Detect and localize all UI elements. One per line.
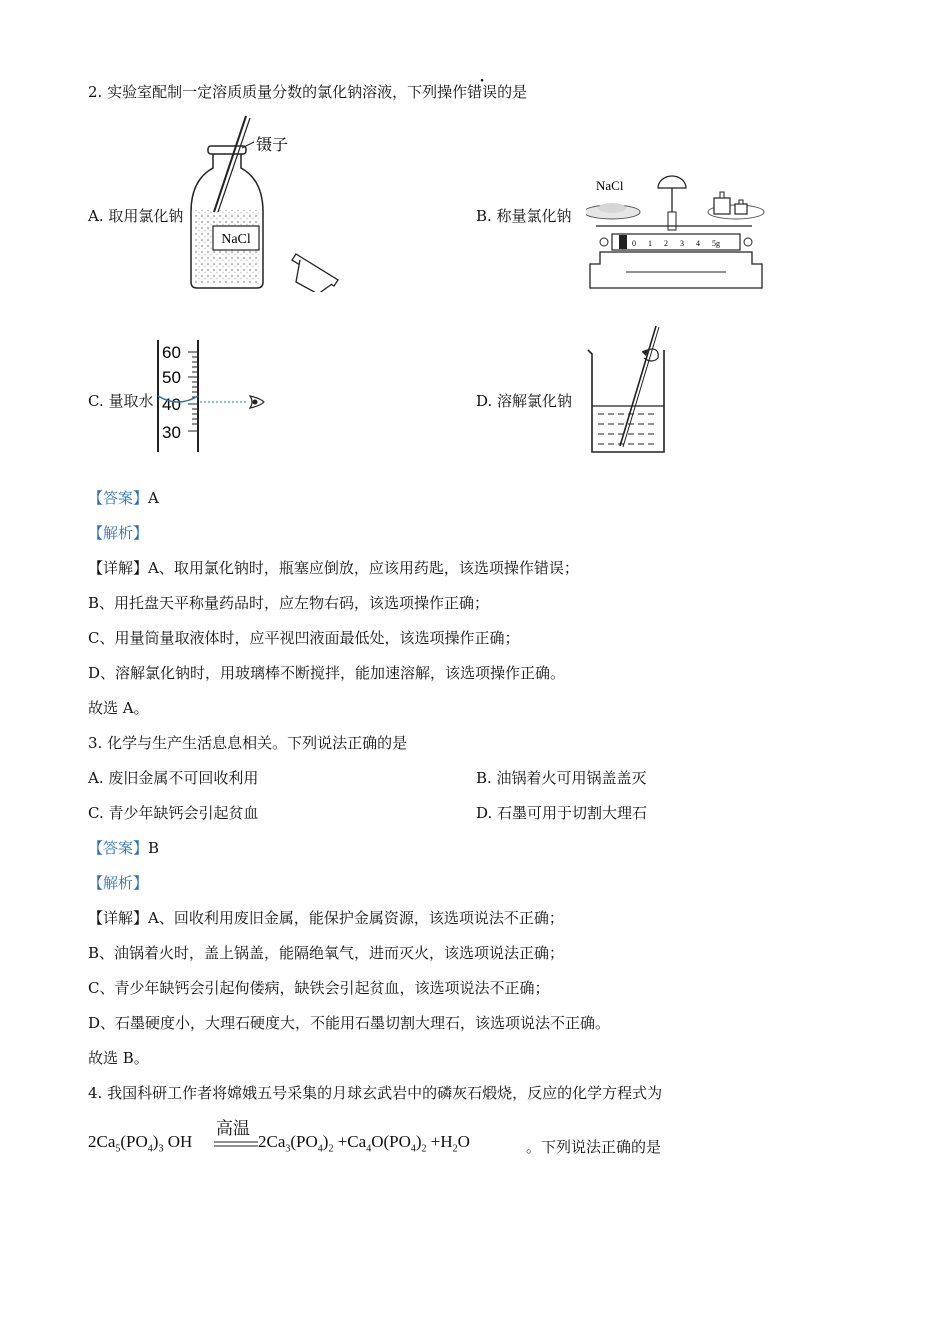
q2-answer-tag: 【答案】 — [88, 489, 149, 507]
q3-detail-line-4: D、石墨硬度小，大理石硬度大，不能用石墨切割大理石，该选项说法不正确。 — [88, 1014, 611, 1032]
q2-option-c: C. 量取水 — [88, 392, 154, 410]
q4-stem-tail: 。下列说法正确的是 — [526, 1138, 662, 1156]
q3-answer-tag: 【答案】 — [88, 839, 149, 857]
q3-option-d: D. 石墨可用于切割大理石 — [476, 804, 648, 822]
scale-tick-0: 0 — [632, 239, 636, 248]
q3-answer-value: B — [148, 839, 160, 857]
q3-answer — [88, 838, 159, 858]
q3-detail-line-2: B、油锅着火时，盖上锅盖，能隔绝氧气，进而灭火，该选项说法正确； — [88, 944, 565, 962]
q3-analysis-tag: 【解析】 — [88, 874, 149, 892]
q2-conclusion: 故选 A。 — [88, 699, 149, 717]
cylinder-tick-30: 30 — [162, 423, 181, 442]
cylinder-tick-40: 40 — [162, 395, 181, 414]
q3-option-c: C. 青少年缺钙会引起贫血 — [88, 804, 259, 822]
q2-answer-value: A — [148, 489, 159, 507]
cylinder-tick-50: 50 — [162, 368, 181, 387]
figure-d-beaker — [584, 322, 674, 456]
q4-stem: 4. 我国科研工作者将嫦娥五号采集的月球玄武岩中的磷灰石煅烧，反应的化学方程式为 — [88, 1084, 663, 1102]
q2-detail-tag: 【详解】 — [88, 559, 149, 577]
figure-a-reagent-bottle — [188, 112, 358, 292]
q3-option-b: B. 油锅着火可用锅盖盖灭 — [476, 769, 647, 787]
q3-stem: 3. 化学与生产生活息息相关。下列说法正确的是 — [88, 734, 408, 752]
q4-chemical-equation — [88, 1110, 728, 1190]
q2-stem: 2. 实验室配制一定溶质质量分数的氯化钠溶液，下列操作错误的是 — [88, 83, 528, 101]
q2-detail-line-2: B、用托盘天平称量药品时，应左物右码，该选项操作正确； — [88, 594, 490, 612]
equation-reactant: $2Ca_5(PO_4)_3$ OH — [88, 1132, 193, 1155]
figure-b-balance — [586, 172, 766, 294]
q2-detail-line-4: D、溶解氯化钠时，用玻璃棒不断搅拌，能加速溶解，该选项操作正确。 — [88, 664, 566, 682]
q3-detail-tag: 【详解】 — [88, 909, 149, 927]
scale-tick-5g: 5g — [712, 239, 720, 248]
q3-option-a: A. 废旧金属不可回收利用 — [88, 769, 259, 787]
equation-equals-sign — [214, 1140, 258, 1148]
scale-tick-3: 3 — [680, 239, 684, 248]
q3-detail-line-3: C、青少年缺钙会引起佝偻病，缺铁会引起贫血，该选项说法不正确； — [88, 979, 550, 997]
cylinder-tick-60: 60 — [162, 343, 181, 362]
scale-tick-4: 4 — [696, 239, 700, 248]
q2-option-a: A. 取用氯化钠 — [88, 207, 184, 225]
q4-reaction-condition: 高温 — [216, 1119, 250, 1139]
bottle-label: NaCl — [221, 232, 251, 247]
scale-tick-2: 2 — [664, 239, 668, 248]
q2-option-b: B. 称量氯化钠 — [476, 207, 572, 225]
equation-products: $2Ca_3(PO_4)_2 +Ca_4O(PO_4)_2 +H_2O$ — [258, 1132, 470, 1155]
tweezers-label: 镊子 — [256, 135, 289, 154]
q2-analysis-tag: 【解析】 — [88, 524, 149, 542]
figure-c-graduated-cylinder — [140, 338, 270, 456]
q3-detail-line-1: 【详解】A、回收利用废旧金属，能保护金属资源，该选项说法不正确； — [88, 909, 564, 927]
scale-tick-1: 1 — [648, 239, 652, 248]
q2-option-d: D. 溶解氯化钠 — [476, 392, 573, 410]
balance-sample-label: NaCl — [596, 178, 624, 193]
q3-conclusion: 故选 B。 — [88, 1049, 149, 1067]
q2-detail-line-3: C、用量筒量取液体时，应平视凹液面最低处，该选项操作正确； — [88, 629, 520, 647]
q2-detail-line-1: 【详解】A、取用氯化钠时，瓶塞应倒放，应该用药匙，该选项操作错误； — [88, 559, 579, 577]
q2-answer — [88, 488, 159, 508]
q2-stem-emphasis: 错误 — [467, 83, 498, 101]
